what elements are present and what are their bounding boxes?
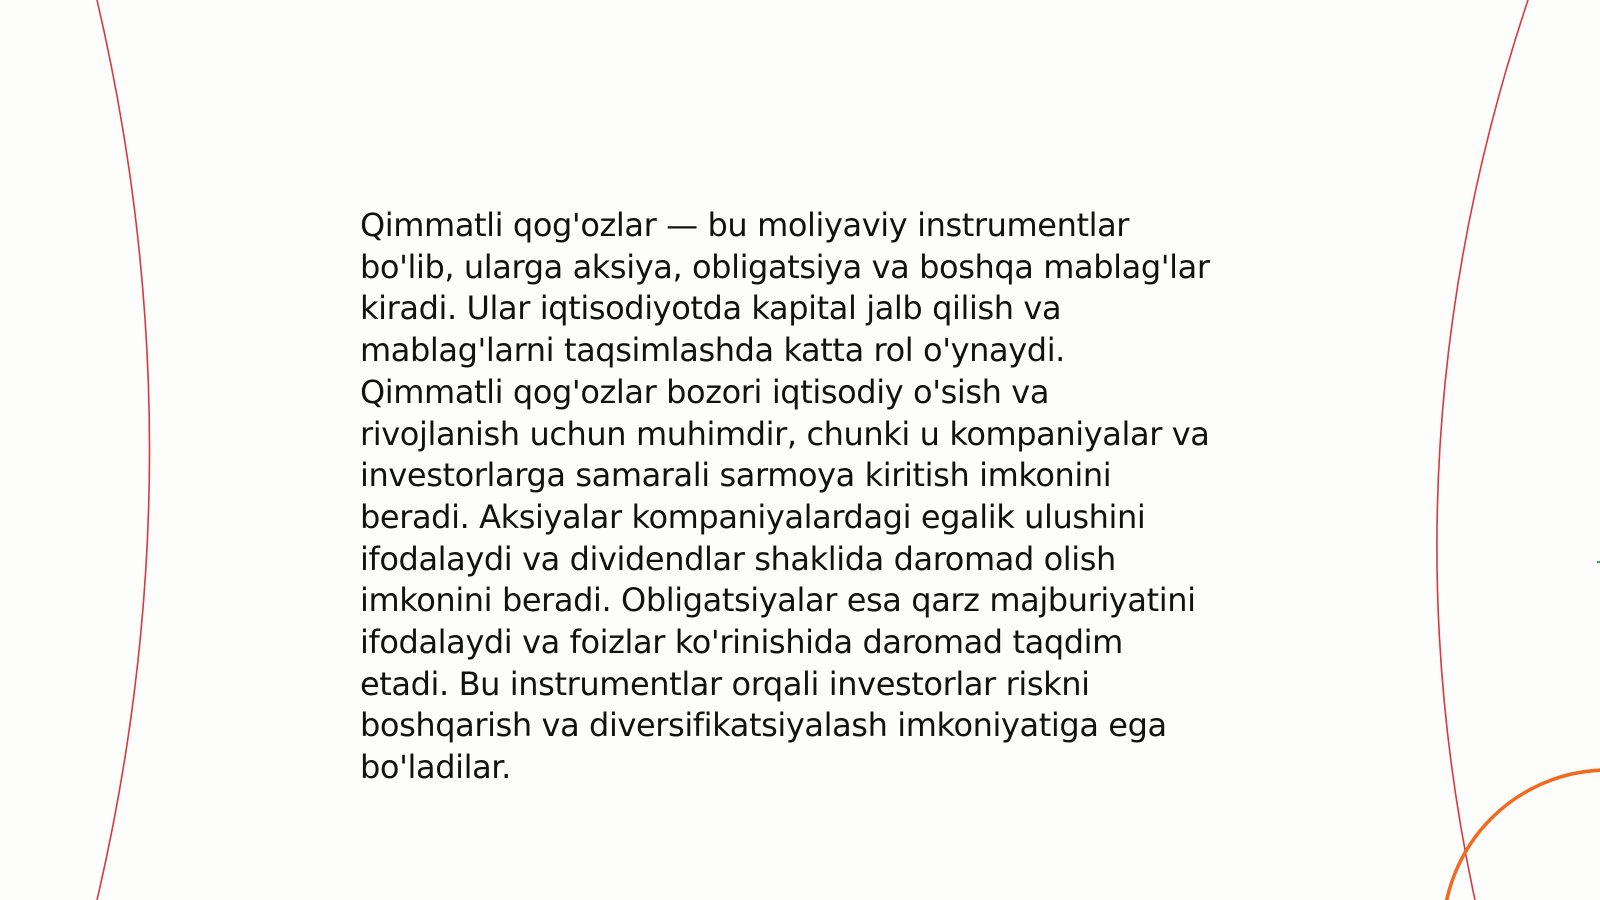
orange-circle-arc: [1443, 770, 1600, 900]
left-curve: [97, 0, 150, 900]
body-text: Qimmatli qog'ozlar — bu moliyaviy instrumentlar bo'lib, ularga aksiya, obligatsiya va boshqa mablag'lar kiradi. Ular iqtisodiyotda kapital jalb qilish va mablag'larni taqsimlashda katta rol o'ynaydi. Qimmatli qog'ozlar bozori iqtisodiy o'sish va rivojlanish uchun muhimdir, chunki u kompaniyalar va investorlarga samarali sarmoya kiritish imkonini beradi. Aksiyalar kompaniyalardagi egalik ulushini ifodalaydi va dividendlar shaklida daromad olish imkonini beradi. Obligatsiyalar esa qarz majburiyatini ifodalaydi va foizlar ko'rinishida daromad taqdim etadi. Bu instrumentlar orqali investorlar riskni boshqarish va diversifikatsiyalash imkoniyatiga ega bo'ladilar.: [360, 206, 1210, 787]
right-curve: [1437, 0, 1528, 900]
